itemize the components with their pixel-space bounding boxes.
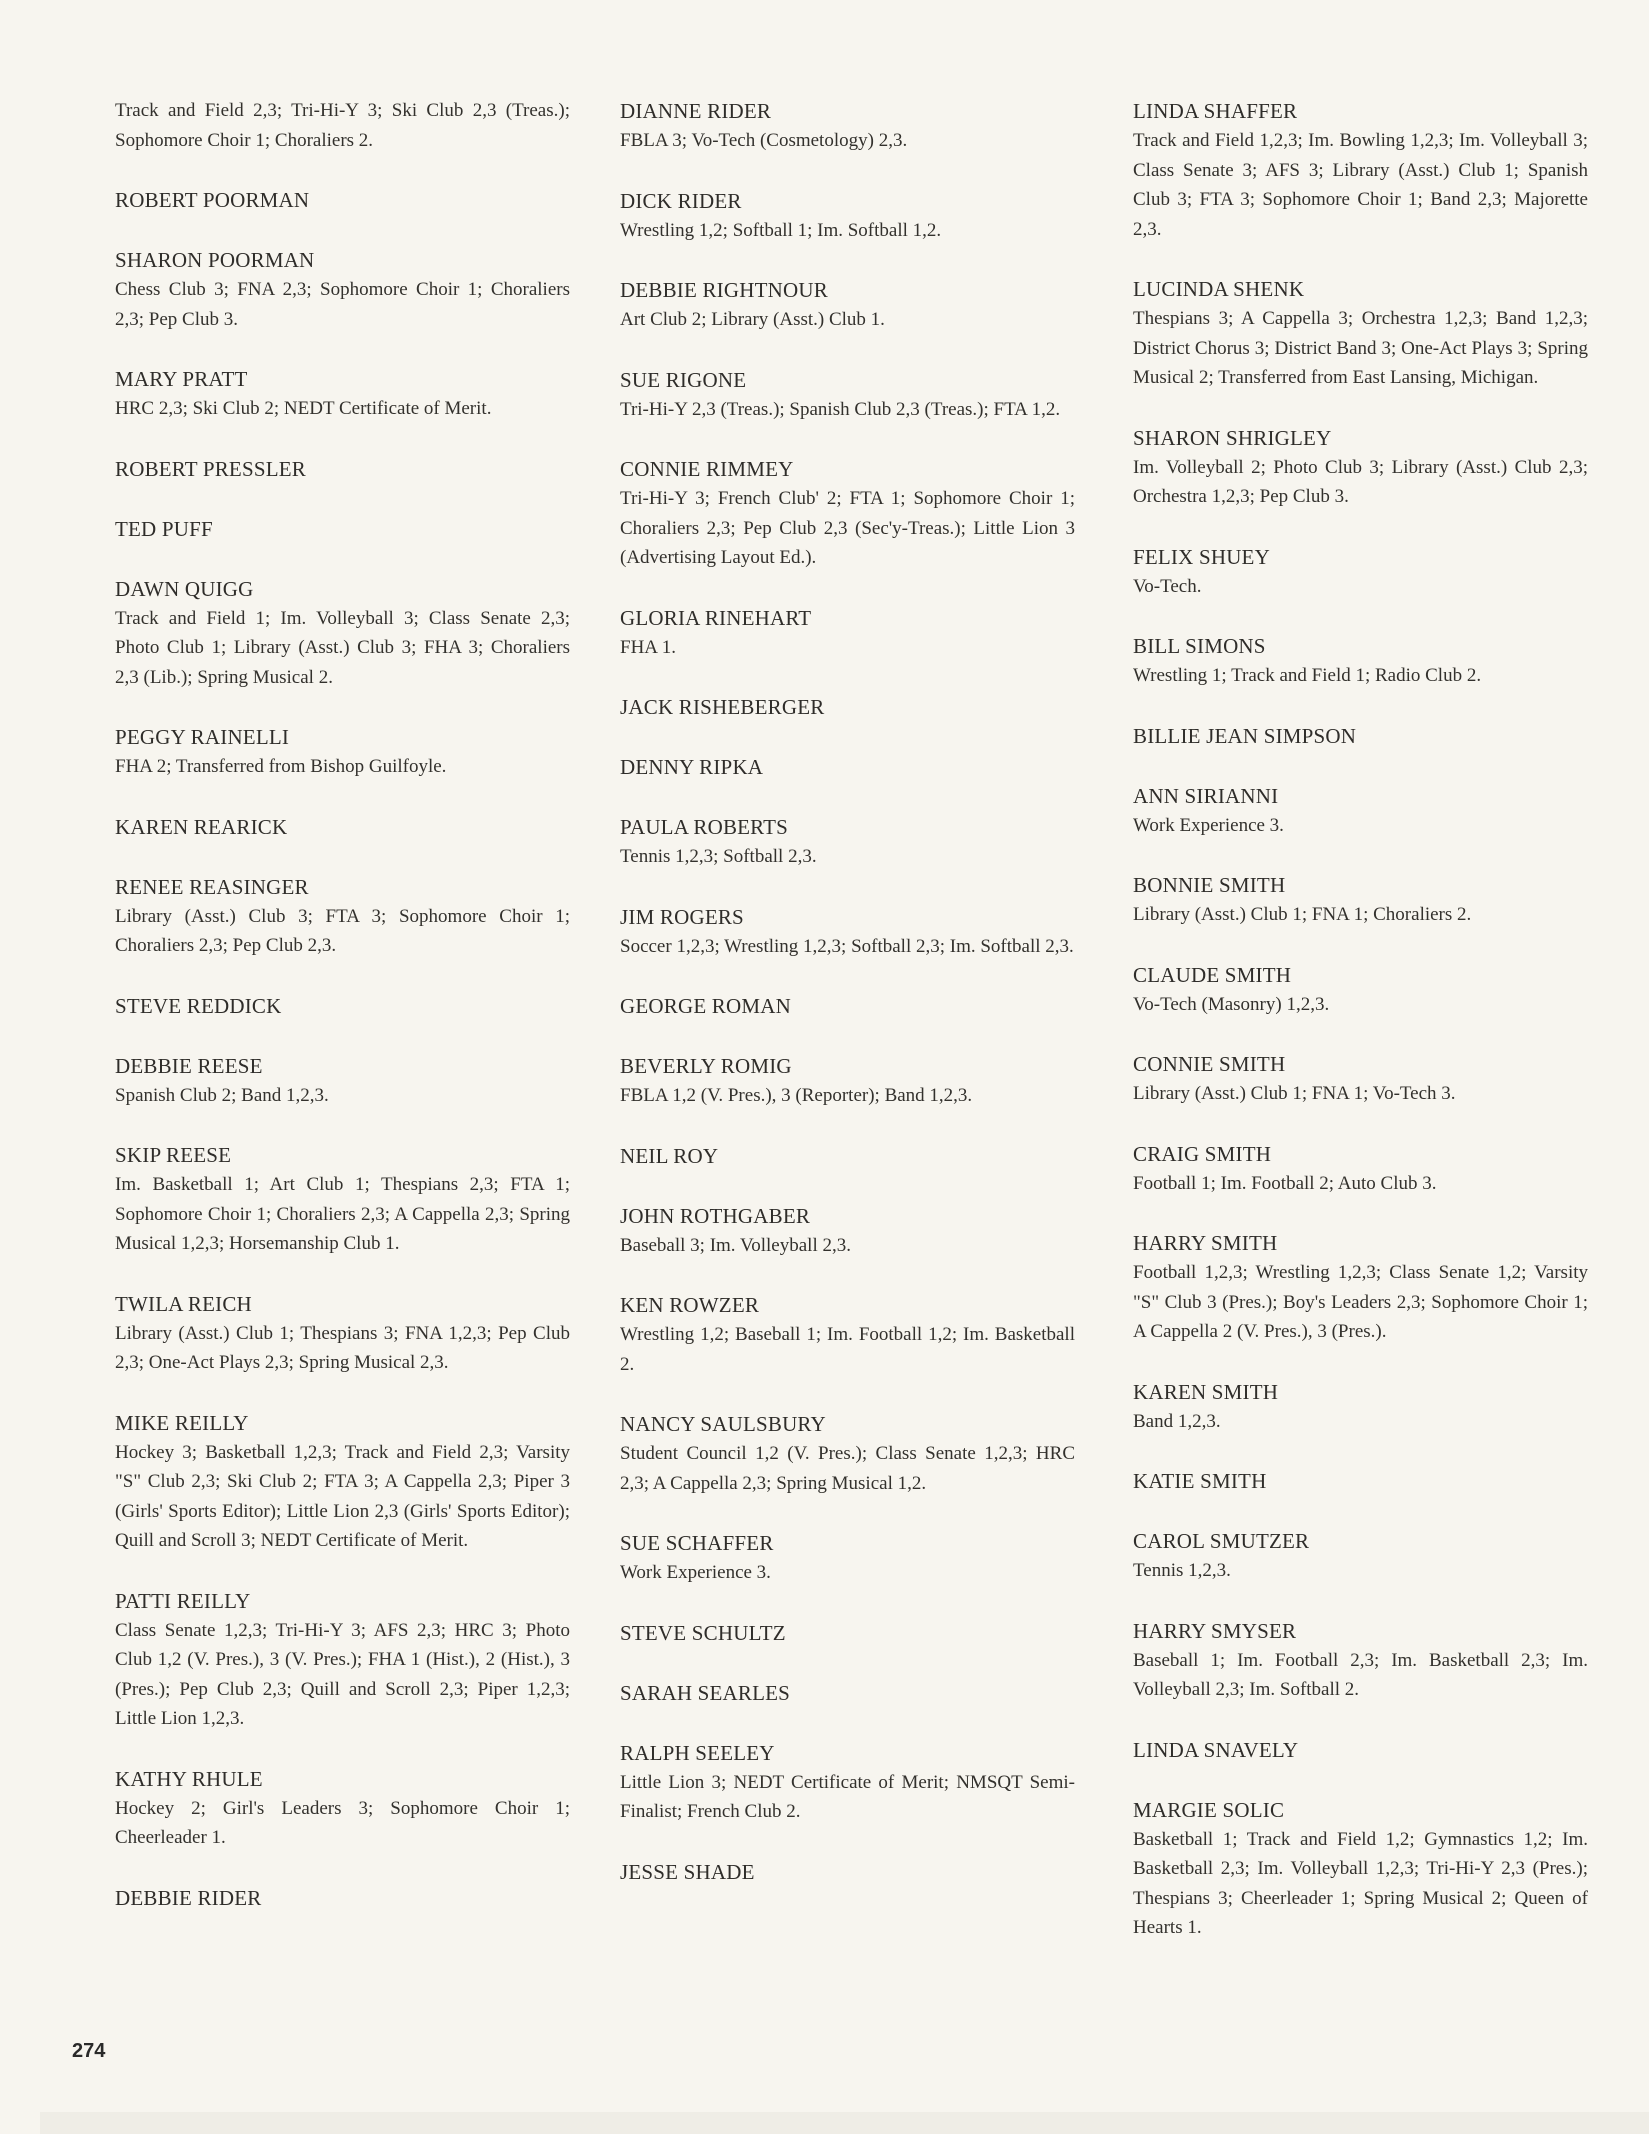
senior-name: KAREN SMITH: [1133, 1379, 1279, 1404]
senior-name: CRAIG SMITH: [1133, 1141, 1272, 1166]
senior-activities: Football 1,2,3; Wrestling 1,2,3; Class Senate 1,2; Varsity "S" Club 3 (Pres.); Boy's Leaders 2,3; Sophomore Choir 1; A Cappella 2 (V. Pres.), 3 (Pres.).: [1133, 1262, 1588, 1342]
senior-entry: [620, 991, 1075, 1021]
senior-name: PATTI REILLY: [115, 1588, 251, 1613]
senior-name: SUE RIGONE: [620, 367, 747, 392]
senior-name: DAWN QUIGG: [115, 576, 254, 601]
senior-name: LUCINDA SHENK: [1133, 277, 1305, 301]
senior-entry: [115, 1883, 570, 1913]
senior-activities: Library (Asst.) Club 3; FTA 3; Sophomore Choir 1; Choraliers 2,3; Pep Club 2,3.: [115, 905, 570, 956]
senior-name: DIANNE RIDER: [620, 99, 772, 123]
senior-entry: [115, 1764, 570, 1853]
senior-name: DEBBIE RIGHTNOUR: [620, 278, 828, 302]
senior-name: RALPH SEELEY: [620, 1740, 775, 1765]
senior-name: CONNIE RIMMEY: [620, 457, 794, 481]
senior-activities: Class Senate 1,2,3; Tri-Hi-Y 3; AFS 2,3; HRC 3; Photo Club 1,2 (V. Pres.), 3 (V. Pres.); FHA 1 (Hist.), 2 (Hist.), 3 (Pres.); Pep Club 2,3; Quill and Scroll 2,3; Piper 1,2,3; Little Lion 1,2,3.: [115, 1619, 570, 1729]
senior-activities: Student Council 1,2 (V. Pres.); Class Senate 1,2,3; HRC 2,3; A Cappella 2,3; Spring Musical 1,2.: [620, 1443, 1075, 1494]
senior-entry: [620, 1618, 1075, 1648]
senior-name: BEVERLY ROMIG: [620, 1054, 792, 1078]
senior-activities: Football 1; Im. Football 2; Auto Club 3.: [1133, 1172, 1437, 1194]
senior-activities: Library (Asst.) Club 1; FNA 1; Choraliers 2.: [1133, 904, 1472, 925]
senior-name: GEORGE ROMAN: [620, 994, 791, 1018]
senior-entry: [115, 574, 570, 693]
senior-name: MARY PRATT: [115, 367, 248, 391]
senior-entry: [1133, 274, 1588, 393]
senior-activities: Tri-Hi-Y 3; French Club' 2; FTA 1; Sophomore Choir 1; Choraliers 2,3; Pep Club 2,3 (Sec'y-Treas.); Little Lion 3 (Advertising Layout Ed.).: [620, 488, 1075, 568]
column-3: [1133, 96, 1588, 1973]
senior-name: SHARON POORMAN: [115, 248, 315, 272]
senior-activities: Im. Volleyball 2; Photo Club 3; Library (Asst.) Club 2,3; Orchestra 1,2,3; Pep Club 3.: [1133, 456, 1588, 507]
senior-entry: [115, 1408, 570, 1556]
senior-entry: [1133, 1228, 1588, 1347]
senior-name: BILL SIMONS: [1133, 634, 1266, 658]
senior-name: MIKE REILLY: [115, 1410, 249, 1435]
senior-name: ROBERT PRESSLER: [115, 456, 306, 481]
senior-name: NEIL ROY: [620, 1143, 719, 1168]
senior-activities: Band 1,2,3.: [1133, 1410, 1221, 1432]
senior-name: STEVE SCHULTZ: [620, 1620, 786, 1645]
senior-activities: Wrestling 1,2; Softball 1; Im. Softball 1,2.: [620, 219, 942, 241]
senior-activities: Thespians 3; A Cappella 3; Orchestra 1,2,3; Band 1,2,3; District Chorus 3; District Band 3; One-Act Plays 3; Spring Musical 2; Transferred from East Lansing, Michigan.: [1133, 308, 1588, 388]
senior-entry: [115, 245, 570, 334]
senior-name: SUE SCHAFFER: [620, 1531, 774, 1555]
senior-entry: [620, 752, 1075, 782]
senior-activities: Work Experience 3.: [620, 1562, 771, 1583]
senior-name: SHARON SHRIGLEY: [1133, 425, 1332, 450]
senior-name: ROBERT POORMAN: [115, 188, 310, 212]
page-number: 274: [72, 2040, 106, 2062]
senior-activities: Tennis 1,2,3.: [1133, 1560, 1231, 1581]
senior-entry: [620, 1290, 1075, 1379]
senior-entry: [115, 991, 570, 1021]
senior-entry: [620, 1409, 1075, 1498]
senior-name: PAULA ROBERTS: [620, 815, 789, 839]
senior-activities: HRC 2,3; Ski Club 2; NEDT Certificate of Merit.: [115, 398, 492, 419]
senior-activities: Library (Asst.) Club 1; FNA 1; Vo-Tech 3.: [1133, 1083, 1456, 1104]
senior-entry: [620, 1051, 1075, 1111]
senior-entry: [1133, 1049, 1588, 1109]
senior-entry: [1133, 1616, 1588, 1705]
senior-activities: Hockey 2; Girl's Leaders 3; Sophomore Choir 1; Cheerleader 1.: [115, 1797, 570, 1848]
senior-name: PEGGY RAINELLI: [115, 725, 290, 749]
senior-entry: [620, 186, 1075, 246]
senior-entry: [620, 1201, 1075, 1261]
senior-name: LINDA SHAFFER: [1133, 99, 1298, 123]
senior-entry: [620, 275, 1075, 335]
senior-entry: [1133, 96, 1588, 244]
senior-name: DICK RIDER: [620, 188, 742, 213]
senior-name: SKIP REESE: [115, 1143, 232, 1167]
senior-activities: Spanish Club 2; Band 1,2,3.: [115, 1084, 329, 1106]
senior-entry: [115, 872, 570, 961]
senior-entry: [620, 603, 1075, 663]
senior-name: LINDA SNAVELY: [1133, 1737, 1299, 1762]
senior-name: CAROL SMUTZER: [1133, 1529, 1310, 1553]
senior-name: BONNIE SMITH: [1133, 873, 1286, 897]
senior-activities: Little Lion 3; NEDT Certificate of Merit; NMSQT Semi-Finalist; French Club 2.: [620, 1771, 1075, 1822]
senior-activities: FHA 1.: [620, 636, 676, 658]
senior-entry: [1133, 1795, 1588, 1943]
senior-entry: [115, 1051, 570, 1111]
senior-entry: [620, 902, 1075, 962]
senior-name: JESSE SHADE: [620, 1859, 755, 1884]
senior-name: JIM ROGERS: [620, 904, 744, 929]
senior-entry: [115, 722, 570, 782]
senior-activities: Art Club 2; Library (Asst.) Club 1.: [620, 309, 885, 330]
column-2: [620, 96, 1075, 1917]
senior-name: KEN ROWZER: [620, 1293, 760, 1317]
senior-entry: [620, 812, 1075, 872]
senior-entry: [1133, 1466, 1588, 1496]
senior-entry: [1133, 870, 1588, 930]
senior-name: FELIX SHUEY: [1133, 544, 1270, 569]
senior-name: BILLIE JEAN SIMPSON: [1133, 723, 1357, 748]
senior-activities: Work Experience 3.: [1133, 814, 1284, 836]
senior-name: CLAUDE SMITH: [1133, 962, 1292, 987]
senior-entry: [1133, 781, 1588, 841]
senior-activities: Vo-Tech (Masonry) 1,2,3.: [1133, 993, 1330, 1015]
senior-entry: [620, 1678, 1075, 1708]
senior-name: TWILA REICH: [115, 1291, 252, 1316]
senior-name: SARAH SEARLES: [620, 1680, 791, 1705]
senior-activities: Soccer 1,2,3; Wrestling 1,2,3; Softball 2,3; Im. Softball 2,3.: [620, 935, 1074, 957]
senior-activities: Im. Basketball 1; Art Club 1; Thespians 2,3; FTA 1; Sophomore Choir 1; Choraliers 2,3; A Cappella 2,3; Spring Musical 1,2,3; Horsemanship Club 1.: [115, 1174, 570, 1254]
senior-entry: [1133, 721, 1588, 751]
senior-activities: Hockey 3; Basketball 1,2,3; Track and Field 2,3; Varsity "S" Club 2,3; Ski Club 2; FTA 3; A Cappella 2,3; Piper 3 (Girls' Sports Editor); Little Lion 2,3 (Girls' Sports Editor); Quill and Scroll 3; NEDT Certificate of Merit.: [115, 1441, 570, 1551]
senior-entry: [1133, 1139, 1588, 1199]
senior-name: KATHY RHULE: [115, 1766, 263, 1791]
senior-entry: [620, 454, 1075, 573]
continued-activities: Track and Field 2,3; Tri-Hi-Y 3; Ski Club 2,3 (Treas.); Sophomore Choir 1; Choraliers 2.: [115, 100, 570, 151]
senior-entry: [620, 96, 1075, 156]
senior-name: DENNY RIPKA: [620, 755, 764, 779]
senior-entry: [1133, 631, 1588, 691]
senior-activities: Wrestling 1; Track and Field 1; Radio Club 2.: [1133, 665, 1482, 686]
senior-entry: [620, 1738, 1075, 1827]
senior-entry: [115, 514, 570, 544]
senior-entry: [1133, 1735, 1588, 1765]
senior-entry: [115, 364, 570, 424]
senior-activities: Baseball 1; Im. Football 2,3; Im. Basketball 2,3; Im. Volleyball 2,3; Im. Softball 2.: [1133, 1649, 1588, 1700]
senior-entry: [115, 812, 570, 842]
senior-activities: Baseball 3; Im. Volleyball 2,3.: [620, 1234, 851, 1256]
column-1: [115, 96, 570, 1943]
senior-name: HARRY SMITH: [1133, 1231, 1278, 1255]
senior-name: KAREN REARICK: [115, 814, 288, 839]
senior-activities: Wrestling 1,2; Baseball 1; Im. Football 1,2; Im. Basketball 2.: [620, 1324, 1075, 1375]
senior-entry: [115, 454, 570, 484]
senior-name: ANN SIRIANNI: [1133, 783, 1279, 808]
senior-entry: [620, 365, 1075, 425]
senior-activities: Tri-Hi-Y 2,3 (Treas.); Spanish Club 2,3 (Treas.); FTA 1,2.: [620, 398, 1061, 420]
page-bottom-edge: [40, 2112, 1649, 2134]
senior-name: JOHN ROTHGABER: [620, 1203, 811, 1228]
senior-activities: Tennis 1,2,3; Softball 2,3.: [620, 846, 817, 867]
senior-name: NANCY SAULSBURY: [620, 1412, 826, 1436]
senior-entry: [115, 185, 570, 215]
senior-entry: [620, 1528, 1075, 1588]
senior-activities: FHA 2; Transferred from Bishop Guilfoyle.: [115, 756, 447, 777]
senior-entry: [115, 1289, 570, 1378]
senior-activities: Vo-Tech.: [1133, 575, 1202, 597]
senior-entry: [620, 692, 1075, 722]
senior-name: JACK RISHEBERGER: [620, 695, 825, 719]
senior-name: STEVE REDDICK: [115, 993, 282, 1018]
senior-activities: FBLA 3; Vo-Tech (Cosmetology) 2,3.: [620, 130, 908, 151]
senior-entry: [1133, 423, 1588, 512]
senior-name: TED PUFF: [115, 516, 213, 541]
senior-entry: [1133, 1377, 1588, 1437]
senior-name: GLORIA RINEHART: [620, 605, 812, 630]
senior-entry: [620, 1857, 1075, 1887]
senior-name: HARRY SMYSER: [1133, 1618, 1297, 1643]
senior-entry: [115, 1140, 570, 1259]
senior-name: DEBBIE RIDER: [115, 1885, 262, 1910]
senior-name: RENEE REASINGER: [115, 874, 309, 899]
senior-activities: Basketball 1; Track and Field 1,2; Gymnastics 1,2; Im. Basketball 2,3; Im. Volleyball 1,2,3; Tri-Hi-Y 2,3 (Pres.); Thespians 3; Cheerleader 1; Spring Musical 2; Queen of Hearts 1.: [1133, 1828, 1588, 1938]
senior-activities: Track and Field 1,2,3; Im. Bowling 1,2,3; Im. Volleyball 3; Class Senate 3; AFS 3; Library (Asst.) Club 1; Spanish Club 3; FTA 3; Sophomore Choir 1; Band 2,3; Majorette 2,3.: [1133, 130, 1588, 240]
senior-name: KATIE SMITH: [1133, 1469, 1267, 1493]
senior-activities: Library (Asst.) Club 1; Thespians 3; FNA 1,2,3; Pep Club 2,3; One-Act Plays 2,3; Spring Musical 2,3.: [115, 1322, 570, 1373]
senior-activities: Chess Club 3; FNA 2,3; Sophomore Choir 1; Choraliers 2,3; Pep Club 3.: [115, 279, 570, 330]
senior-entry: [620, 1141, 1075, 1171]
senior-name: DEBBIE REESE: [115, 1053, 263, 1078]
senior-entry: [115, 1586, 570, 1734]
senior-name: MARGIE SOLIC: [1133, 1797, 1285, 1822]
senior-entry: [1133, 1526, 1588, 1586]
senior-activities: FBLA 1,2 (V. Pres.), 3 (Reporter); Band 1,2,3.: [620, 1085, 973, 1106]
senior-entry: [1133, 960, 1588, 1020]
senior-entry: [1133, 542, 1588, 602]
senior-name: CONNIE SMITH: [1133, 1052, 1286, 1076]
senior-activities: Track and Field 1; Im. Volleyball 3; Class Senate 2,3; Photo Club 1; Library (Asst.) Club 3; FHA 3; Choraliers 2,3 (Lib.); Spring Musical 2.: [115, 607, 570, 688]
